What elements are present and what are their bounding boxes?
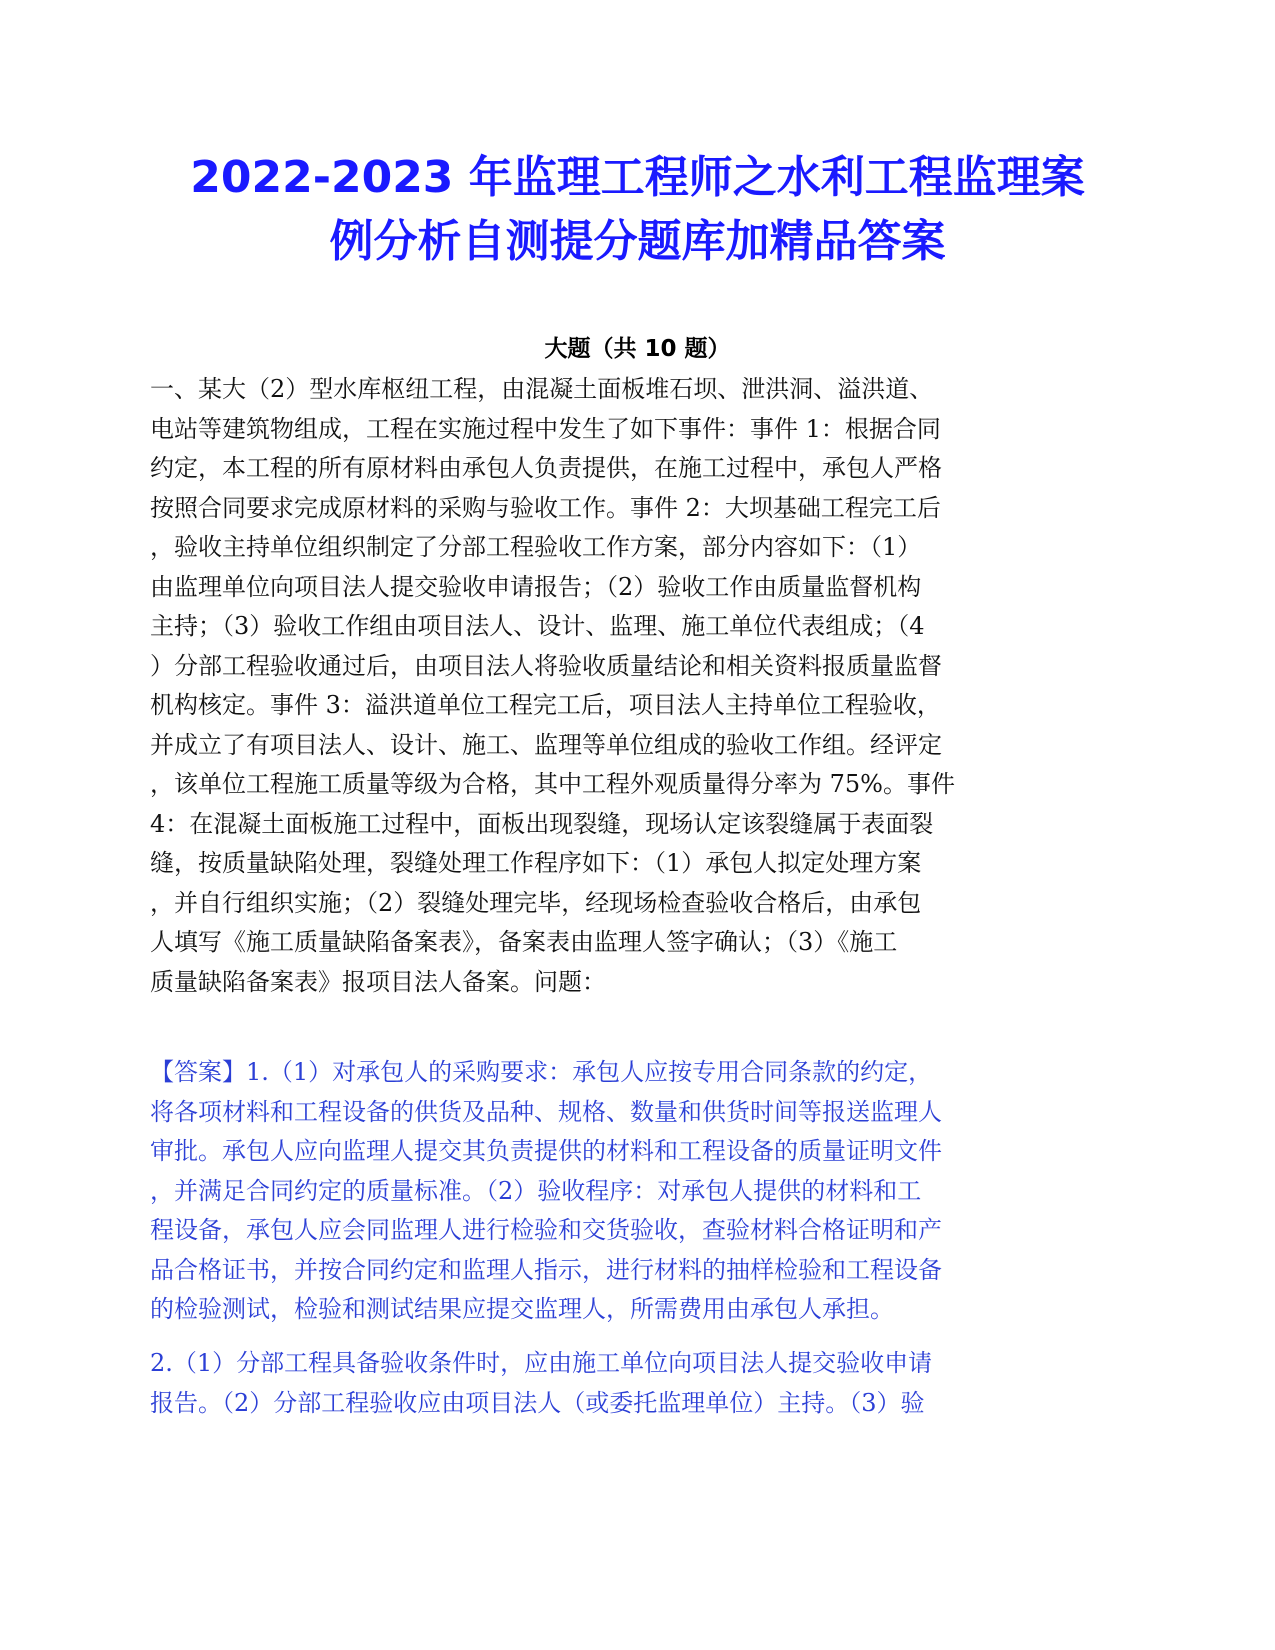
answer-paragraph-2 bbox=[150, 1344, 1110, 1423]
question-line: 电站等建筑物组成，工程在实施过程中发生了如下事件：事件 1：根据合同 bbox=[150, 414, 941, 443]
answer-line: 2.（1）分部工程具备验收条件时，应由施工单位向项目法人提交验收申请 bbox=[150, 1349, 933, 1377]
question-line: 4：在混凝土面板施工过程中，面板出现裂缝，现场认定该裂缝属于表面裂 bbox=[150, 809, 934, 838]
question-line: 由监理单位向项目法人提交验收申请报告；（2）验收工作由质量监督机构 bbox=[150, 572, 922, 601]
question-line: 一、某大（2）型水库枢纽工程，由混凝土面板堆石坝、泄洪洞、溢洪道、 bbox=[150, 375, 934, 403]
question-line: ，验收主持单位组织制定了分部工程验收工作方案，部分内容如下：（1） bbox=[150, 533, 922, 561]
answer-line: 将各项材料和工程设备的供货及品种、规格、数量和供货时间等报送监理人 bbox=[150, 1097, 942, 1126]
answer-line: 的检验测试，检验和测试结果应提交监理人，所需费用由承包人承担。 bbox=[150, 1295, 894, 1323]
section-heading: 大题（共 10 题） bbox=[544, 336, 731, 362]
question-line: 按照合同要求完成原材料的采购与验收工作。事件 2：大坝基础工程完工后 bbox=[150, 493, 941, 522]
question-line: ，该单位工程施工质量等级为合格，其中工程外观质量得分率为 75%。事件 bbox=[150, 770, 955, 798]
answer-line: 品合格证书，并按合同约定和监理人指示，进行材料的抽样检验和工程设备 bbox=[150, 1255, 942, 1284]
answer-line: 【答案】1.（1）对承包人的采购要求：承包人应按专用合同条款的约定， bbox=[150, 1058, 933, 1086]
question-line: 并成立了有项目法人、设计、施工、监理等单位组成的验收工作组。经评定 bbox=[150, 730, 942, 759]
answer-line: 报告。（2）分部工程验收应由项目法人（或委托监理单位）主持。（3）验 bbox=[150, 1388, 925, 1417]
title-line: 2022-2023 年监理工程师之水利工程监理案 bbox=[190, 152, 1085, 203]
question-line: 人填写《施工质量缺陷备案表》，备案表由监理人签字确认；（3）《施工 bbox=[150, 928, 898, 956]
question-line: ）分部工程验收通过后，由项目法人将验收质量结论和相关资料报质量监督 bbox=[150, 651, 942, 680]
question-line: 主持；（3）验收工作组由项目法人、设计、监理、施工单位代表组成；（4 bbox=[150, 612, 925, 640]
answer-line: 程设备，承包人应会同监理人进行检验和交货验收，查验材料合格证明和产 bbox=[150, 1216, 942, 1244]
question-line: 质量缺陷备案表》报项目法人备案。问题： bbox=[150, 967, 606, 996]
question-line: 缝，按质量缺陷处理，裂缝处理工作程序如下：（1）承包人拟定处理方案 bbox=[150, 849, 922, 877]
document-title bbox=[150, 146, 1125, 274]
question-paragraph bbox=[150, 370, 1110, 1002]
question-line: 机构核定。事件 3：溢洪道单位工程完工后，项目法人主持单位工程验收， bbox=[150, 691, 941, 719]
answer-line: ，并满足合同约定的质量标准。（2）验收程序：对承包人提供的材料和工 bbox=[150, 1176, 922, 1205]
question-line: 约定，本工程的所有原材料由承包人负责提供，在施工过程中，承包人严格 bbox=[150, 454, 942, 482]
question-line: ，并自行组织实施；（2）裂缝处理完毕，经现场检查验收合格后，由承包 bbox=[150, 888, 922, 917]
answer-paragraph bbox=[150, 1053, 1110, 1330]
title-line: 例分析自测提分题库加精品答案 bbox=[329, 216, 946, 267]
answer-line: 审批。承包人应向监理人提交其负责提供的材料和工程设备的质量证明文件 bbox=[150, 1137, 942, 1165]
